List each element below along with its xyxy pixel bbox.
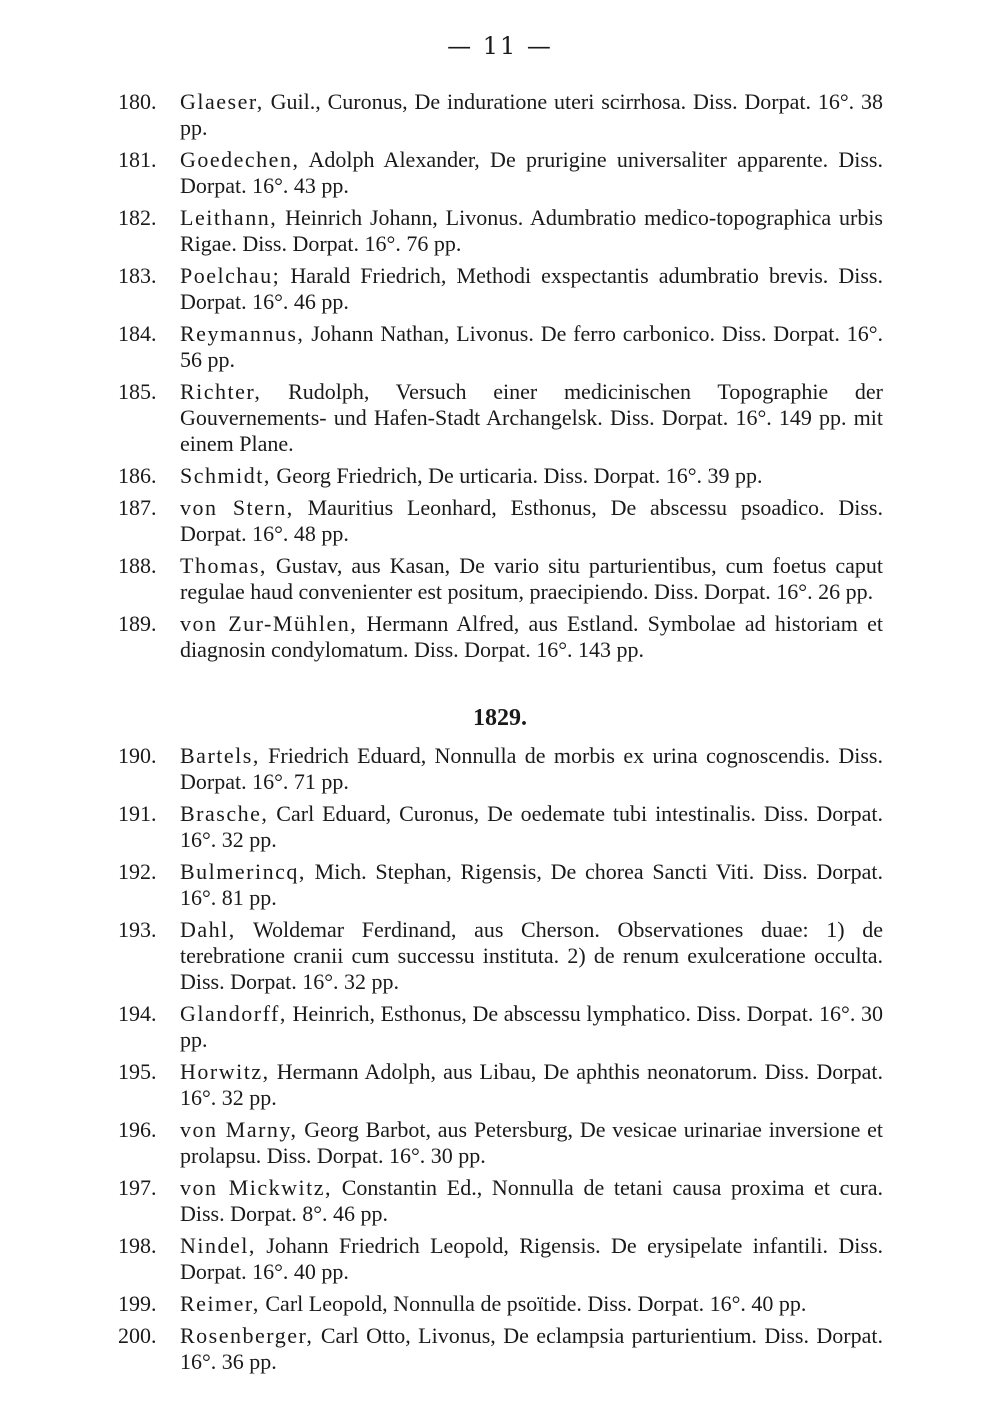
- entry-author: Leithann,: [180, 205, 278, 230]
- entry-text: Constantin Ed., Nonnulla de tetani causa proxima et cura. Diss. Dorpat. 8°. 46 pp.: [180, 1175, 883, 1226]
- entry-text: Guil., Curonus, De induratione uteri scirrhosa. Diss. Dorpat. 16°. 38 pp.: [180, 89, 883, 140]
- entry-number: 182.: [118, 205, 157, 230]
- list-item: [118, 321, 883, 373]
- entry-number: 194.: [118, 1001, 157, 1026]
- entry-number: 196.: [118, 1117, 157, 1142]
- entry-number: 192.: [118, 859, 157, 884]
- list-item: [118, 379, 883, 457]
- entry-number: 200.: [118, 1323, 157, 1348]
- entry-text: Gustav, aus Kasan, De vario situ parturientibus, cum foetus caput regulae haud convenienter est positum, praecipiendo. Diss. Dorpat. 16°. 26 pp.: [180, 553, 883, 604]
- entry-number: 197.: [118, 1175, 157, 1200]
- entry-number: 181.: [118, 147, 157, 172]
- entry-text: Carl Eduard, Curonus, De oedemate tubi intestinalis. Diss. Dorpat. 16°. 32 pp.: [180, 801, 883, 852]
- entry-number: 190.: [118, 743, 157, 768]
- entry-author: Bulmerincq,: [180, 859, 306, 884]
- list-item: [118, 147, 883, 199]
- entry-text: Carl Otto, Livonus, De eclampsia parturientium. Diss. Dorpat. 16°. 36 pp.: [180, 1323, 883, 1374]
- list-item: [118, 89, 883, 141]
- entry-text: Adolph Alexander, De prurigine universaliter apparente. Diss. Dorpat. 16°. 43 pp.: [180, 147, 883, 198]
- list-item: [118, 743, 883, 795]
- entry-author: Goedechen,: [180, 147, 300, 172]
- entry-text: Heinrich, Esthonus, De abscessu lymphatico. Diss. Dorpat. 16°. 30 pp.: [180, 1001, 883, 1052]
- entry-number: 180.: [118, 89, 157, 114]
- list-item: [118, 611, 883, 663]
- entry-author: Rosenberger,: [180, 1323, 314, 1348]
- entry-number: 199.: [118, 1291, 157, 1316]
- entry-text: Georg Barbot, aus Petersburg, De vesicae urinariae inversione et prolapsu. Diss. Dorpat. 16°. 30 pp.: [180, 1117, 883, 1168]
- list-item: [118, 1323, 883, 1375]
- entry-list-1829: [118, 743, 883, 1381]
- list-item: [118, 263, 883, 315]
- entry-list-1828: [118, 89, 883, 669]
- entry-author: von Mickwitz,: [180, 1175, 333, 1200]
- list-item: [118, 1291, 883, 1317]
- entry-author: Glandorff,: [180, 1001, 287, 1026]
- entry-number: 195.: [118, 1059, 157, 1084]
- page-number: — 11 —: [447, 32, 553, 60]
- list-item: [118, 463, 883, 489]
- year-heading: 1829.: [473, 705, 527, 731]
- list-item: [118, 495, 883, 547]
- entry-author: Dahl,: [180, 917, 236, 942]
- entry-text: Rudolph, Versuch einer medicinischen Topographie der Gouvernements- und Hafen-Stadt Archangelsk. Diss. Dorpat. 16°. 149 pp. mit einem Plane.: [180, 379, 883, 456]
- entry-author: Poelchau;: [180, 263, 281, 288]
- entry-number: 191.: [118, 801, 157, 826]
- entry-author: von Marny,: [180, 1117, 298, 1142]
- entry-number: 189.: [118, 611, 157, 636]
- entry-text: Johann Nathan, Livonus. De ferro carbonico. Diss. Dorpat. 16°. 56 pp.: [180, 321, 883, 372]
- entry-text: Hermann Adolph, aus Libau, De aphthis neonatorum. Diss. Dorpat. 16°. 32 pp.: [180, 1059, 883, 1110]
- list-item: [118, 1175, 883, 1227]
- entry-author: Reymannus,: [180, 321, 305, 346]
- entry-author: Brasche,: [180, 801, 269, 826]
- list-item: [118, 205, 883, 257]
- entry-number: 183.: [118, 263, 157, 288]
- entry-number: 187.: [118, 495, 157, 520]
- entry-author: Nindel,: [180, 1233, 256, 1258]
- list-item: [118, 1001, 883, 1053]
- entry-author: Reimer,: [180, 1291, 260, 1316]
- entry-text: Johann Friedrich Leopold, Rigensis. De erysipelate infantili. Diss. Dorpat. 16°. 40 pp.: [180, 1233, 883, 1284]
- entry-text: Mich. Stephan, Rigensis, De chorea Sancti Viti. Diss. Dorpat. 16°. 81 pp.: [180, 859, 883, 910]
- entry-text: Heinrich Johann, Livonus. Adumbratio medico-topographica urbis Rigae. Diss. Dorpat. 16°. 76 pp.: [180, 205, 883, 256]
- entry-text: Harald Friedrich, Methodi exspectantis adumbratio brevis. Diss. Dorpat. 16°. 46 pp.: [180, 263, 883, 314]
- entry-author: Bartels,: [180, 743, 260, 768]
- entry-number: 188.: [118, 553, 157, 578]
- entry-number: 198.: [118, 1233, 157, 1258]
- entry-author: Thomas,: [180, 553, 267, 578]
- entry-number: 185.: [118, 379, 157, 404]
- entry-author: von Zur-Mühlen,: [180, 611, 358, 636]
- list-item: [118, 1059, 883, 1111]
- entry-text: Friedrich Eduard, Nonnulla de morbis ex urina cognoscendis. Diss. Dorpat. 16°. 71 pp.: [180, 743, 883, 794]
- entry-author: Richter,: [180, 379, 262, 404]
- list-item: [118, 801, 883, 853]
- entry-author: Schmidt,: [180, 463, 271, 488]
- entry-author: Glaeser,: [180, 89, 264, 114]
- entry-text: Carl Leopold, Nonnulla de psoïtide. Diss. Dorpat. 16°. 40 pp.: [259, 1291, 807, 1316]
- entry-text: Mauritius Leonhard, Esthonus, De abscessu psoadico. Diss. Dorpat. 16°. 48 pp.: [180, 495, 883, 546]
- entry-author: Horwitz,: [180, 1059, 270, 1084]
- entry-text: Hermann Alfred, aus Estland. Symbolae ad historiam et diagnosin condylomatum. Diss. Dorpat. 16°. 143 pp.: [180, 611, 884, 662]
- list-item: [118, 1233, 883, 1285]
- list-item: [118, 1117, 883, 1169]
- entry-number: 193.: [118, 917, 157, 942]
- list-item: [118, 917, 883, 995]
- entry-number: 186.: [118, 463, 157, 488]
- entry-text: Georg Friedrich, De urticaria. Diss. Dorpat. 16°. 39 pp.: [270, 463, 763, 488]
- entry-text: Woldemar Ferdinand, aus Cherson. Observationes duae: 1) de terebratione cranii cum successu instituta. 2) de renum exulceratione occulta. Diss. Dorpat. 16°. 32 pp.: [180, 917, 883, 994]
- list-item: [118, 859, 883, 911]
- list-item: [118, 553, 883, 605]
- entry-number: 184.: [118, 321, 157, 346]
- entry-author: von Stern,: [180, 495, 294, 520]
